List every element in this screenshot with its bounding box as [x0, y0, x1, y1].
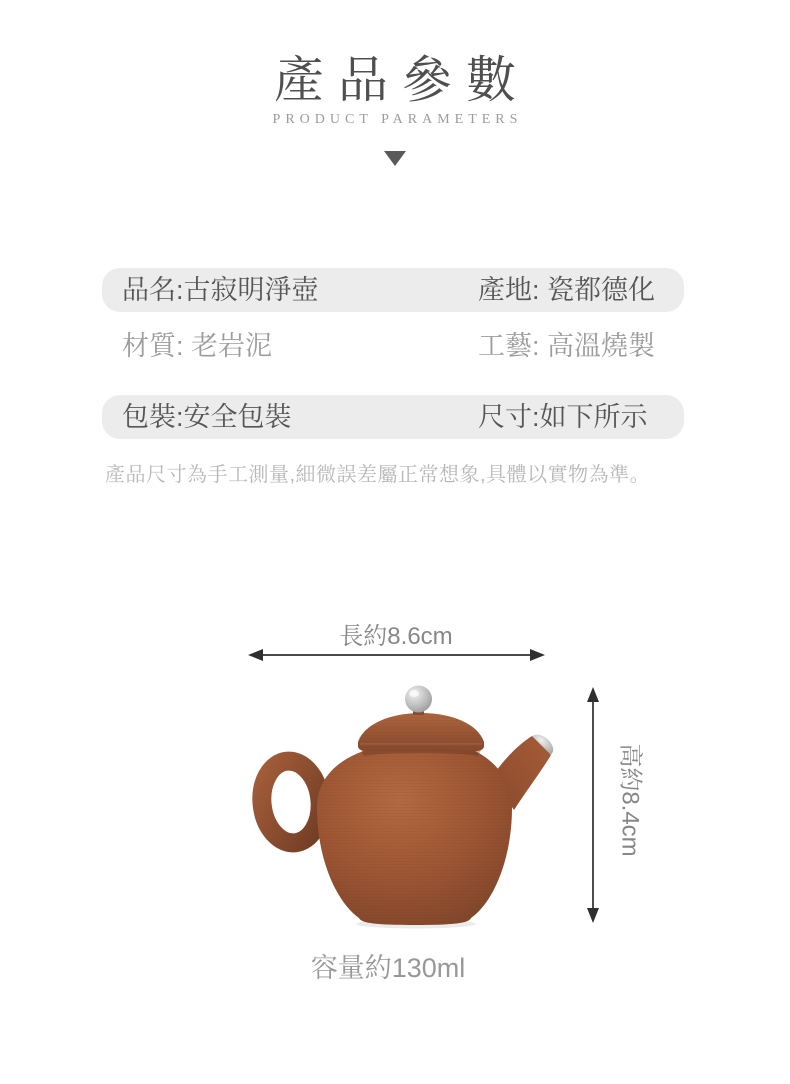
page-title: 產品參數 [274, 52, 530, 108]
height-arrow [587, 687, 599, 923]
height-dimension-label: 高約8.4cm [616, 743, 644, 857]
teapot-body-texture [317, 747, 512, 925]
page-subtitle: PRODUCT PARAMETERS [272, 112, 523, 127]
capacity-label: 容量約130ml [310, 953, 466, 983]
param-packing: 包裝:安全包裝 [122, 402, 292, 432]
measurement-disclaimer: 產品尺寸為手工測量,細微誤差屬正常想象,具體以實物為準。 [105, 464, 651, 486]
param-row-packing-size [102, 395, 684, 439]
length-arrow [248, 649, 545, 661]
param-size: 尺寸:如下所示 [478, 402, 648, 432]
teapot-handle [258, 758, 324, 846]
param-product-name: 品名:古寂明淨壺 [122, 275, 319, 305]
param-craft: 工藝: 高溫燒製 [478, 331, 656, 361]
length-dimension-label: 長約8.6cm [339, 623, 453, 650]
param-row-material-craft [102, 324, 684, 368]
teapot-diagram-svg [230, 600, 690, 945]
param-origin: 產地: 瓷都德化 [478, 275, 656, 305]
param-row-name-origin [102, 268, 684, 312]
triangle-down-icon [384, 151, 406, 166]
silver-knob [405, 686, 432, 713]
teapot-lid-texture [358, 713, 484, 752]
param-material: 材質: 老岩泥 [122, 331, 273, 361]
teapot-illustration [258, 686, 557, 929]
